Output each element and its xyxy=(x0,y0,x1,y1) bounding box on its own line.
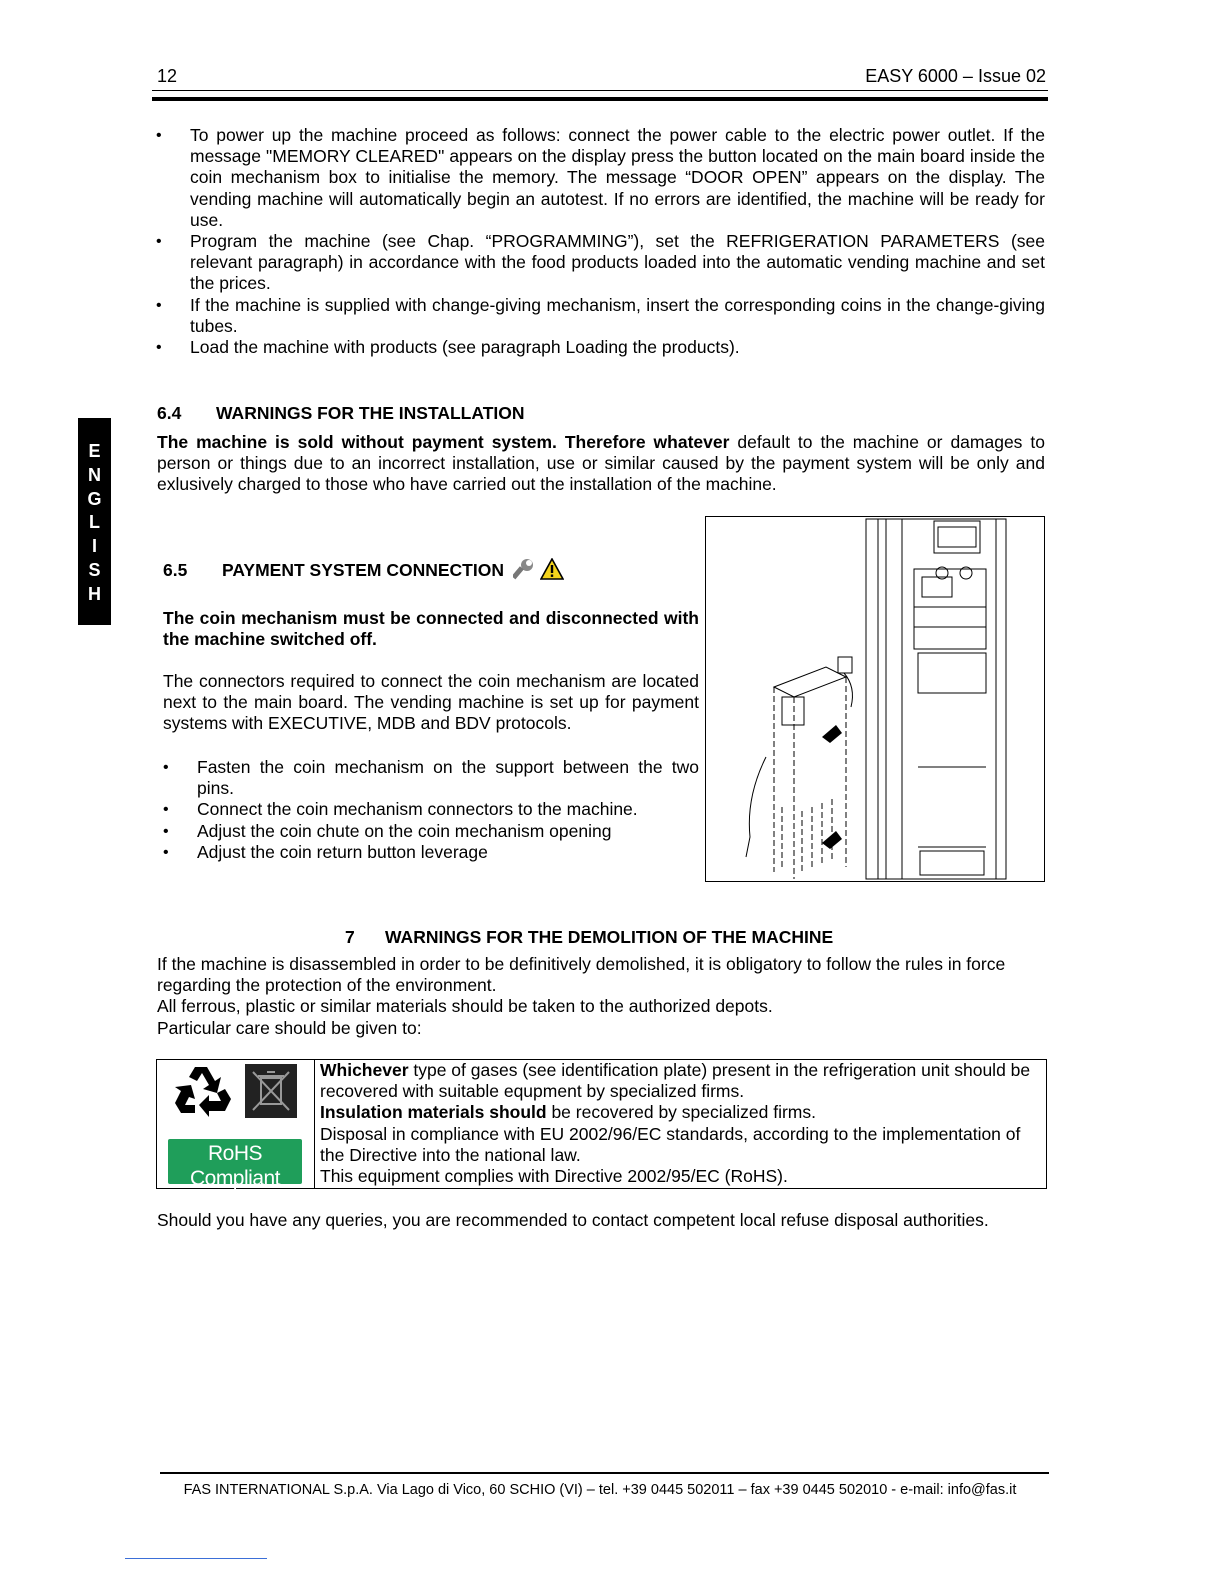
side-tab-letter: I xyxy=(91,536,97,557)
section-title: WARNINGS FOR THE INSTALLATION xyxy=(216,403,525,423)
coin-mechanism-figure xyxy=(705,516,1045,882)
disposal-table xyxy=(156,1059,1047,1206)
warning-triangle-icon xyxy=(540,558,564,580)
bold-lead: Insulation materials should xyxy=(320,1102,547,1123)
list-item: • If the machine is supplied with change-giving mechanism, insert the corresponding coins in the change-giving tubes. xyxy=(156,295,1045,337)
disposal-line: This equipment complies with Directive 2002/95/EC (RoHS). xyxy=(320,1166,788,1187)
section-heading-6-4 xyxy=(157,403,525,424)
installation-warning-paragraph xyxy=(157,432,1045,496)
section-number: 6.4 xyxy=(157,403,182,423)
side-tab-letter: H xyxy=(88,583,101,604)
section-icons xyxy=(513,558,564,585)
bold-lead: Whichever xyxy=(320,1060,409,1080)
list-item: • To power up the machine proceed as follows: connect the power cable to the electric power outlet. If the message "MEMORY CLEARED" appears on the display press the button located on the main board inside the coin mechanism box to initialise the memory. The message “DOOR OPEN” appears on the display. The vending machine will automatically begin an autotest. If no errors are identified, the machine will be ready for use. xyxy=(156,125,1045,231)
list-item: • Fasten the coin mechanism on the support between the two pins. xyxy=(163,757,699,799)
side-tab-letter: E xyxy=(88,441,101,461)
disposal-line xyxy=(320,1102,1042,1123)
disposal-text-cell xyxy=(320,1060,1042,1187)
section-heading-7 xyxy=(345,927,833,948)
section-number: 7 xyxy=(345,927,355,947)
recycle-icon xyxy=(173,1063,233,1119)
company-footer: FAS INTERNATIONAL S.p.A. Via Lago di Vico, 60 SCHIO (VI) – tel. +39 0445 502011 – fax +39 0445 502010 - e-mail: info@fas.it xyxy=(183,1482,1017,1498)
rohs-badge-directive: Directive 2002/95/EC xyxy=(173,1191,297,1206)
rohs-badge-title: RoHS Compliant xyxy=(189,1142,281,1190)
closing-paragraph: Should you have any queries, you are recommended to contact competent local refuse disposal authorities. xyxy=(157,1210,989,1230)
list-item: • Program the machine (see Chap. “PROGRAMMING”), set the REFRIGERATION PARAMETERS (see relevant paragraph) in accordance with the food products loaded into the automatic vending machine and set the prices. xyxy=(156,231,1045,295)
paragraph: If the machine is disassembled in order to be definitively demolished, it is obligatory to follow the rules in force regarding the protection of the environment. xyxy=(157,954,1006,996)
machine-line-drawing xyxy=(706,517,1044,881)
disposal-line xyxy=(320,1060,1042,1102)
bold-lead: The machine is sold without payment system. Therefore whatever xyxy=(157,432,730,452)
disposal-text: be recovered by specialized firms. xyxy=(546,1102,816,1123)
side-tab-letter: S xyxy=(88,559,101,580)
rohs-compliant-badge xyxy=(168,1139,302,1206)
section-heading-6-5 xyxy=(163,558,564,585)
list-item: • Connect the coin mechanism connectors to the machine. xyxy=(163,799,699,820)
disposal-line: Disposal in compliance with EU 2002/96/EC standards, according to the implementation of the Directive into the national law. xyxy=(320,1123,1021,1165)
section-number: 6.5 xyxy=(163,560,188,580)
list-item: • Adjust the coin return button leverage xyxy=(163,842,699,863)
footer-rule xyxy=(160,1472,1049,1474)
paragraph: All ferrous, plastic or similar materials should be taken to the authorized depots. xyxy=(157,996,773,1017)
side-tab-letter: L xyxy=(89,512,100,533)
side-tab-letter: G xyxy=(87,488,102,509)
header-rule xyxy=(152,90,1048,91)
language-side-tab xyxy=(78,418,111,625)
side-tab-letter: N xyxy=(88,464,101,485)
paragraph-body: default to the machine or damages to person or things due to an incorrect installation, use or similar caused by the payment system will be only and exlusively charged to those who have carried out the installation of the machine. xyxy=(157,432,1046,495)
section-title: WARNINGS FOR THE DEMOLITION OF THE MACHINE xyxy=(385,927,834,947)
connection-steps-list xyxy=(163,757,699,863)
disposal-text: type of gases (see identification plate) present in the refrigeration unit should be recovered with suitable equpment by specialized firms. xyxy=(320,1060,1031,1102)
wrench-icon xyxy=(513,558,535,580)
list-item: • Adjust the coin chute on the coin mechanism opening xyxy=(163,821,699,842)
section-title: PAYMENT SYSTEM CONNECTION xyxy=(222,560,504,580)
document-title: EASY 6000 – Issue 02 xyxy=(865,66,1046,86)
list-item: • Load the machine with products (see paragraph Loading the products). xyxy=(156,337,1045,358)
coin-mechanism-warning: The coin mechanism must be connected and disconnected with the machine switched off. xyxy=(163,608,699,650)
crossed-bin-icon xyxy=(245,1064,297,1118)
paragraph: Particular care should be given to: xyxy=(157,1017,422,1038)
header-rule-thick xyxy=(152,97,1048,101)
demolition-paragraphs xyxy=(157,954,1047,1039)
startup-bullet-list xyxy=(156,125,1045,358)
connectors-paragraph: The connectors required to connect the coin mechanism are located next to the main board. The vending machine is set up for payment systems with EXECUTIVE, MDB and BDV protocols. xyxy=(163,671,699,734)
disposal-icons-cell xyxy=(157,1060,315,1206)
page-number: 12 xyxy=(157,66,178,86)
bottom-link-underline xyxy=(125,1558,267,1559)
